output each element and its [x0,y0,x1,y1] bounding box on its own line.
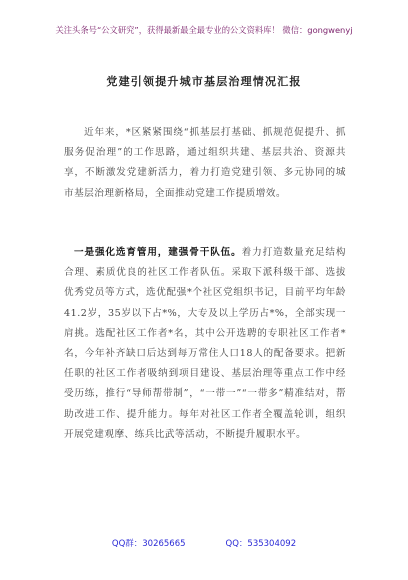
qq-group-number: QQ群：30265665 [111,539,186,549]
header-banner: 关注头条号“公文研究”，获得最新最全最专业的公文资料库！ 微信：gongwenyj [55,25,353,35]
intro-paragraph: 近年来，*区紧紧围绕“抓基层打基础、抓规范促提升、抓服务促治理”的工作思路，通过组织共建、基层共治、资源共享，不断激发党建新活力，着力打造党建引领、多元协同的城市基层治理新格局，全面推动党建工作提质增效。 [64,127,346,199]
document-title: 党建引领提升城市基层治理情况汇报 [106,75,302,88]
point-one-body: 着力打造数量充足结构合理、素质优良的社区工作者队伍。采取下派科级干部、选拔优秀党员等方式，选优配强*个社区党组织书记，目前平均年龄41.2岁，35岁以下占*%，大专及以上学历占*%，全部实现一肩挑。选配社区工作者*名，其中公开选聘的专职社区工作者*名，今年补齐缺口后达到每万常住人口18人的配备要求。把新任职的社区工作者吸纳到项目建设、基层治理等重点工作中经受历练，推行“导师帮带制”，“一带一”“一带多”精准结对，帮助改进工作、提升能力。每年对社区工作者全覆盖轮训，组织开展党建观摩、练兵比武等活动，不断提升履职水平。 [64,247,347,440]
footer-contact [0,537,408,549]
point-one-heading: 一是强化选育管用，建强骨干队伍。 [74,247,242,258]
qq-number: QQ：535304092 [225,539,297,549]
point-one-paragraph [64,243,346,445]
